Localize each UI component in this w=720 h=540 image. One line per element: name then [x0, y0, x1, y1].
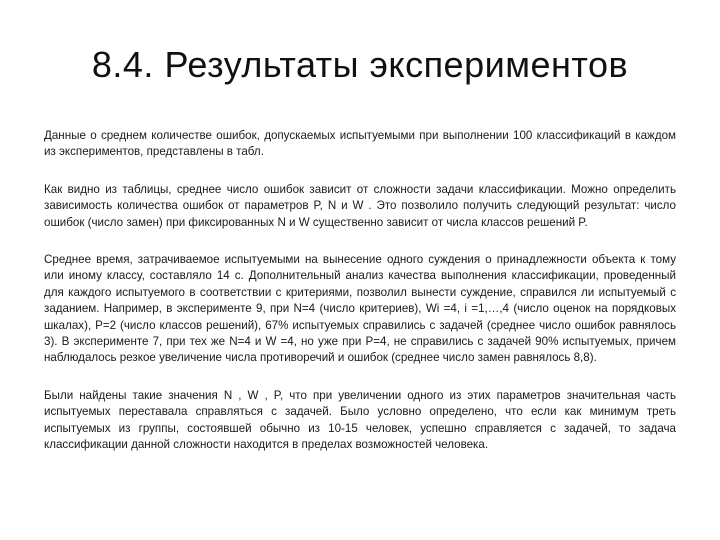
slide-body — [44, 128, 676, 454]
paragraph-error-dependence: Как видно из таблицы, среднее число ошибок зависит от сложности задачи классификации. Можно определить зависимость количества ошибок от параметров P, N и W . Это позволило получить следующий результат: число ошибок (число замен) при фиксированных N и W существенно зависит от числа классов решений P. — [44, 182, 676, 229]
paragraph-time-and-quality: Среднее время, затрачиваемое испытуемыми на вынесение одного суждения о принадлежности объекта к тому или иному классу, составляло 14 с. Дополнительный анализ качества выполнения классификации, проведенный для каждого испытуемого в соответствии с критериями, позволил вынести суждение, справился ли испытуемый с заданием. Например, в эксперименте 9, при N=4 (число критериев), Wi =4, i =1,…,4 (число оценок на порядковых шкалах), P=2 (число классов решений), 67% испытуемых справились с задачей (среднее число ошибок равнялось 3). В эксперименте 7, при тех же N=4 и W =4, но уже при P=4, не справились с задачей 90% испытуемых, причем наблюдалось резкое увеличение числа противоречий и ошибок (среднее число замен равнялось 8,8). — [44, 253, 676, 365]
paragraph-complexity-limits: Были найдены такие значения N , W , P, что при увеличении одного из этих параметров значительная часть испытуемых переставала справляться с задачей. Было условно определено, что если как минимум треть испытуемых из группы, состоявшей обычно из 10-15 человек, успешно справляется с задачей, то задача классификации данной сложности находится в пределах возможностей человека. — [44, 388, 676, 452]
slide-title: 8.4. Результаты экспериментов — [91, 44, 629, 85]
paragraph-errors-summary: Данные о среднем количестве ошибок, допускаемых испытуемыми при выполнении 100 классификаций в каждом из экспериментов, представлены в табл. — [44, 129, 676, 159]
